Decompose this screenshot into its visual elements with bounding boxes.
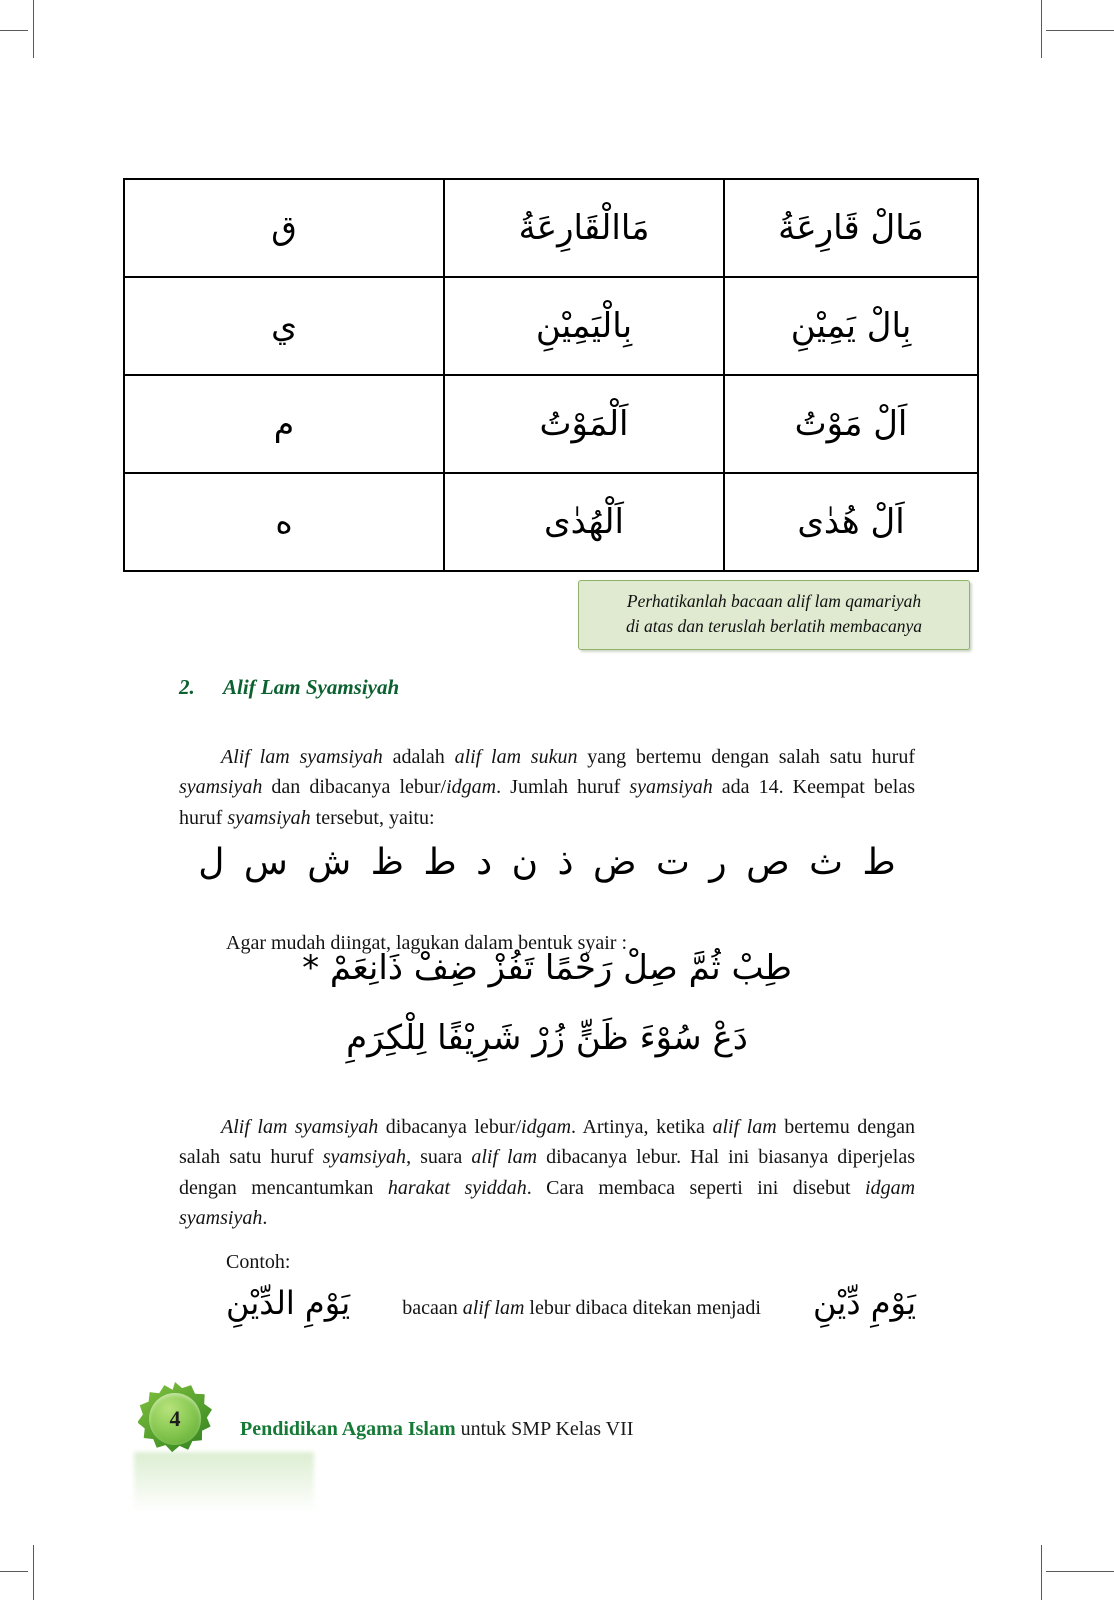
text-run: ada 14. Keempat belas huruf [179, 776, 915, 829]
section-title: Alif Lam Syamsiyah [223, 675, 400, 699]
arabic-word-joined: اَلْهُدٰى [544, 501, 624, 542]
table-cell-letter [124, 473, 444, 571]
table-cell-letter [124, 277, 444, 375]
crop-mark-top-right-horizontal [1046, 30, 1114, 31]
term-harakat-syiddah: harakat syiddah [387, 1176, 527, 1199]
table-cell-separated [724, 473, 978, 571]
crop-mark-top-left-vertical [33, 0, 34, 58]
text-run: adalah [382, 746, 455, 768]
term-alif-lam-sukun: alif lam sukun [454, 746, 578, 768]
term-idgam: idgam [521, 1116, 572, 1138]
text-run: dibacanya lebur/ [378, 1116, 522, 1138]
syair-line-2: دَعْ سُوْءَ ظَنٍّ زُرْ شَرِيْفًا لِلْكِرَمِ [346, 1018, 748, 1058]
table-cell-letter [124, 179, 444, 277]
text-run: . Artinya, ketika [571, 1116, 713, 1138]
arabic-word-separated: اَلْ مَوْتُ [794, 403, 908, 444]
callout-note [578, 580, 970, 650]
term-syamsiyah: syamsiyah [179, 776, 263, 799]
example-caption [400, 1297, 763, 1320]
page-footer [134, 1378, 974, 1448]
alif-lam-qamariyah-table [123, 178, 979, 572]
table-cell-joined [444, 473, 724, 571]
arabic-word-joined: اَلْمَوْتُ [539, 403, 629, 444]
example-arabic-left: يَوْمِ الدِّيْنِ [226, 1284, 351, 1322]
term-idgam-syamsiyah: idgam syamsiyah [179, 1176, 916, 1230]
term-syamsiyah: syamsiyah [322, 1146, 407, 1169]
text-run: , suara [406, 1146, 472, 1169]
term-syamsiyah: syamsiyah [629, 776, 713, 799]
table-cell-separated [724, 277, 978, 375]
text-run: dan dibacanya lebur/ [262, 776, 447, 799]
page-number-badge [134, 1378, 216, 1460]
contoh-label: Contoh: [226, 1251, 291, 1273]
arabic-letter: م [273, 404, 295, 444]
text-run: bertemu dengan salah satu huruf [179, 1116, 916, 1169]
crop-mark-bottom-right-horizontal [1046, 1571, 1114, 1572]
text-run: . Cara membaca seperti ini disebut [526, 1176, 866, 1199]
table-cell-letter [124, 375, 444, 473]
crop-mark-bottom-left-vertical [33, 1545, 34, 1600]
footer-subtitle: untuk SMP Kelas VII [455, 1418, 634, 1440]
text-run: tersebut, yaitu: [310, 806, 435, 829]
arabic-word-separated: بِالْ يَمِيْنِ [790, 305, 912, 346]
text-run: yang bertemu dengan salah satu huruf [577, 746, 915, 768]
badge-reflection [134, 1452, 314, 1512]
example-arabic-right: يَوْمِ دِّيْنِ [813, 1284, 916, 1322]
table-cell-joined [444, 375, 724, 473]
text-run: dibacanya lebur. Hal ini biasanya diperjelas dengan mencantumkan [179, 1146, 915, 1199]
term-idgam: idgam [446, 776, 497, 799]
example-row [226, 1284, 916, 1322]
footer-caption [240, 1418, 633, 1441]
section-heading [179, 675, 919, 700]
page-number: 4 [169, 1406, 181, 1431]
crop-mark-top-left-horizontal [0, 30, 28, 31]
arabic-word-joined: مَاالْقَارِعَةُ [518, 207, 650, 248]
syamsiyah-letters-list: ط ث ص ر ت ض ذ ن د ط ظ ش س ل [198, 842, 896, 883]
table-row [124, 473, 978, 571]
text-run: bacaan [402, 1297, 463, 1319]
arabic-letter: ي [271, 306, 297, 346]
text-run: . [262, 1207, 268, 1230]
crop-mark-bottom-left-horizontal [0, 1571, 28, 1572]
callout-line-2: di atas dan teruslah berlatih membacanya [625, 616, 922, 637]
table-cell-separated [724, 179, 978, 277]
term-alif-lam-syamsiyah: Alif lam syamsiyah [221, 746, 383, 768]
arabic-letter: ق [271, 208, 297, 248]
syair-line-1: طِبْ ثُمَّ صِلْ رَحْمًا تَفُزْ ضِفْ ذَانِعَمْ * [302, 948, 792, 988]
table-cell-joined [444, 277, 724, 375]
arabic-word-separated: اَلْ هُدٰى [797, 501, 905, 542]
text-run: . Jumlah huruf [496, 776, 630, 799]
crop-mark-top-right-vertical [1041, 0, 1042, 58]
crop-mark-bottom-right-vertical [1041, 1545, 1042, 1600]
arabic-word-joined: بِالْيَمِيْنِ [535, 305, 633, 346]
table-row [124, 179, 978, 277]
arabic-word-separated: مَالْ قَارِعَةُ [778, 207, 924, 248]
term-alif-lam-syamsiyah: Alif lam syamsiyah [221, 1116, 379, 1138]
table-row [124, 277, 978, 375]
section-number: 2. [179, 675, 195, 699]
syair-instruction: Agar mudah diingat, lagukan dalam bentuk syair : [226, 932, 628, 954]
callout-line-1: Perhatikanlah bacaan alif lam qamariyah [626, 591, 922, 611]
footer-book-title: Pendidikan Agama Islam [240, 1418, 456, 1440]
table-row [124, 375, 978, 473]
table-cell-joined [444, 179, 724, 277]
paragraph-definition [179, 742, 915, 833]
term-alif-lam: alif lam [462, 1297, 525, 1319]
paragraph-explanation [179, 1112, 915, 1234]
term-alif-lam: alif lam [712, 1116, 777, 1138]
term-syamsiyah: syamsiyah [227, 806, 311, 829]
term-alif-lam: alif lam [471, 1146, 538, 1169]
arabic-letter: ه [275, 502, 293, 542]
text-run: lebur dibaca ditekan menjadi [524, 1297, 761, 1319]
table-cell-separated [724, 375, 978, 473]
